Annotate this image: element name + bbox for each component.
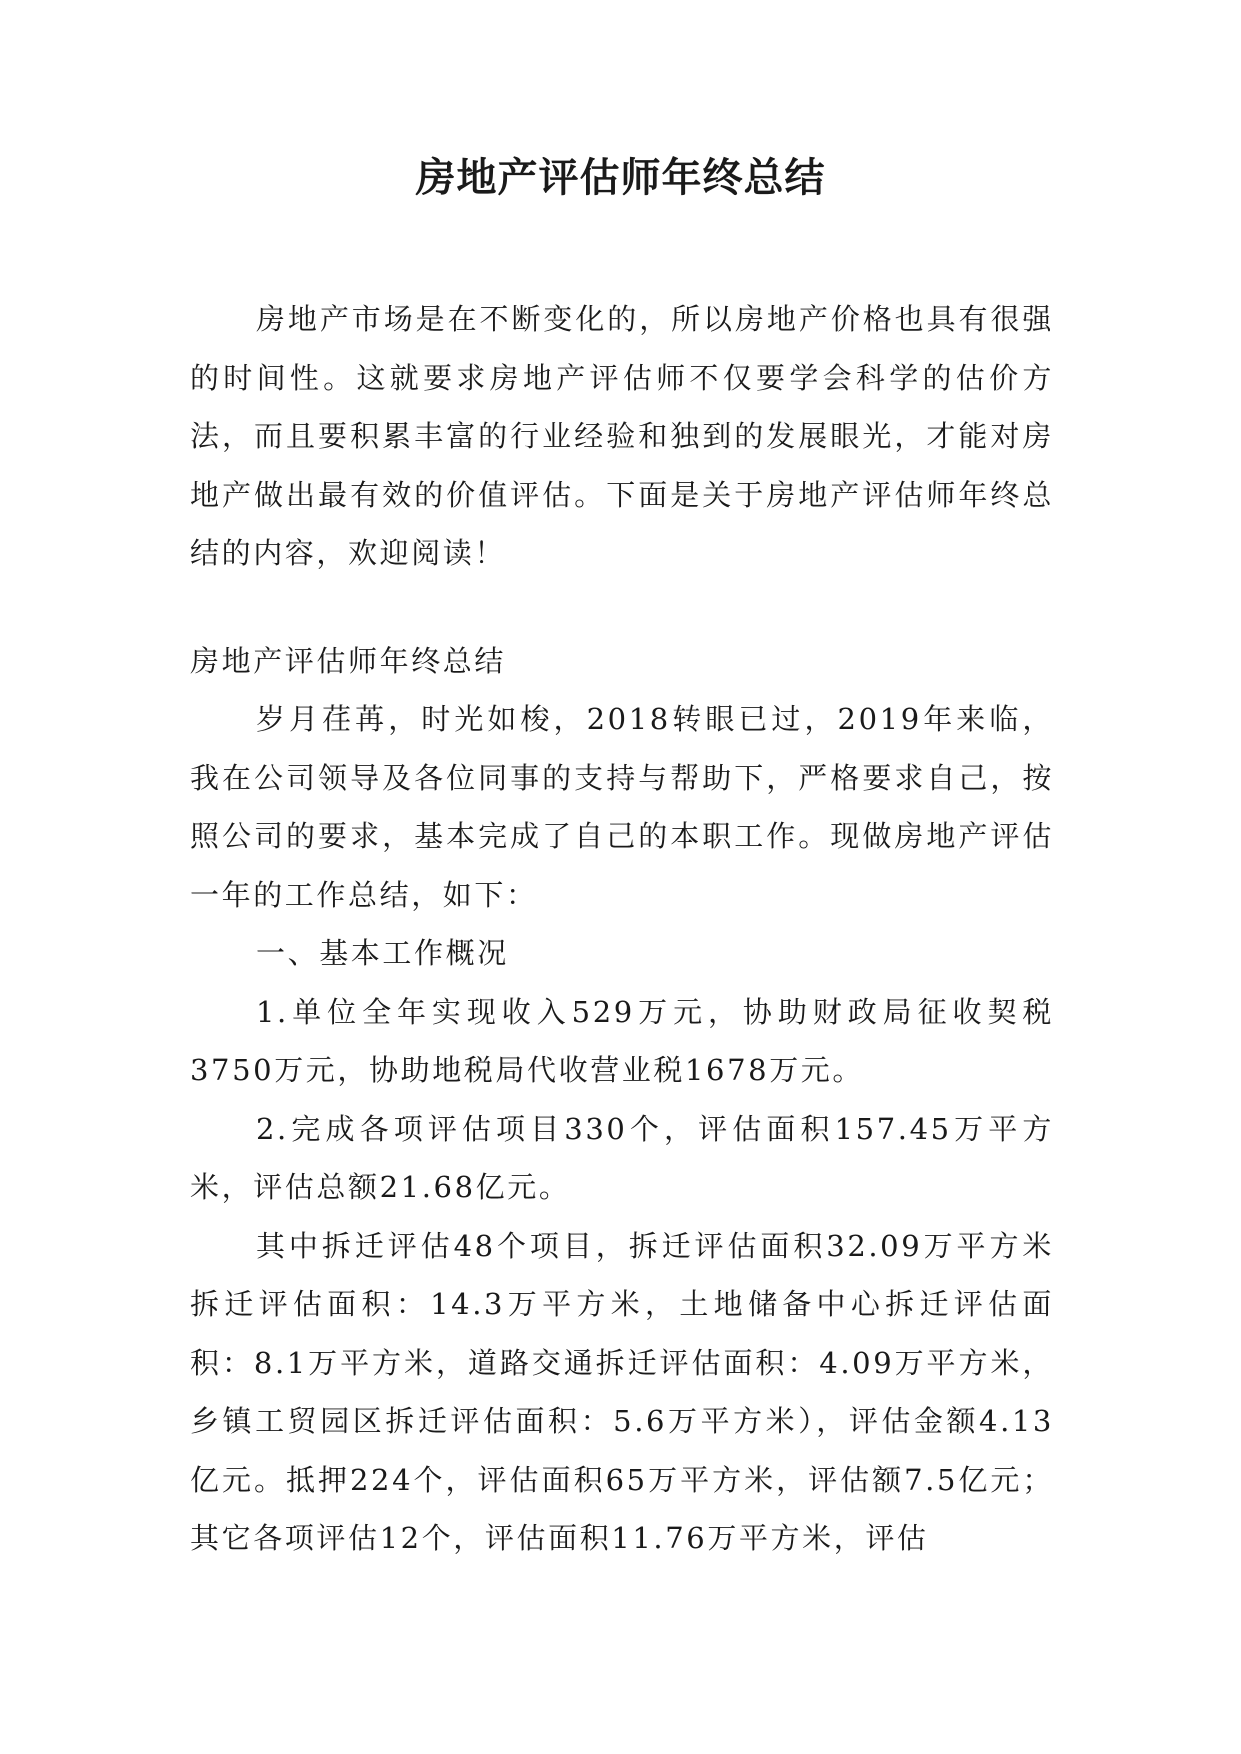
- paragraph-details: 其中拆迁评估48个项目，拆迁评估面积32.09万平方米拆迁评估面积：14.3万平方米，土地储备中心拆迁评估面积：8.1万平方米，道路交通拆迁评估面积：4.09万平方米，乡镇工贸园区拆迁评估面积：5.6万平方米），评估金额4.13亿元。抵押224个，评估面积65万平方米，评估额7.5亿元；其它各项评估12个，评估面积11.76万平方米，评估: [190, 1228, 1054, 1555]
- body-content: [190, 690, 1054, 1568]
- heading-basic-overview: 一、基本工作概况: [256, 936, 509, 970]
- section-heading: 房地产评估师年终总结: [190, 644, 507, 678]
- intro-paragraph: 房地产市场是在不断变化的，所以房地产价格也具有很强的时间性。这就要求房地产评估师不仅要学会科学的估价方法，而且要积累丰富的行业经验和独到的发展眼光，才能对房地产做出最有效的价值评估。下面是关于房地产评估师年终总结的内容，欢迎阅读！: [190, 302, 1054, 570]
- paragraph-opening: 岁月荏苒，时光如梭，2018转眼已过，2019年来临，我在公司领导及各位同事的支持与帮助下，严格要求自己，按照公司的要求，基本完成了自己的本职工作。现做房地产评估一年的工作总结，如下：: [190, 702, 1054, 912]
- paragraph-item-1: 1.单位全年实现收入529万元，协助财政局征收契税3750万元，协助地税局代收营业税1678万元。: [190, 994, 1054, 1087]
- paragraph-item-2: 2.完成各项评估项目330个，评估面积157.45万平方米，评估总额21.68亿元。: [190, 1111, 1054, 1204]
- document-title: 房地产评估师年终总结: [415, 155, 826, 201]
